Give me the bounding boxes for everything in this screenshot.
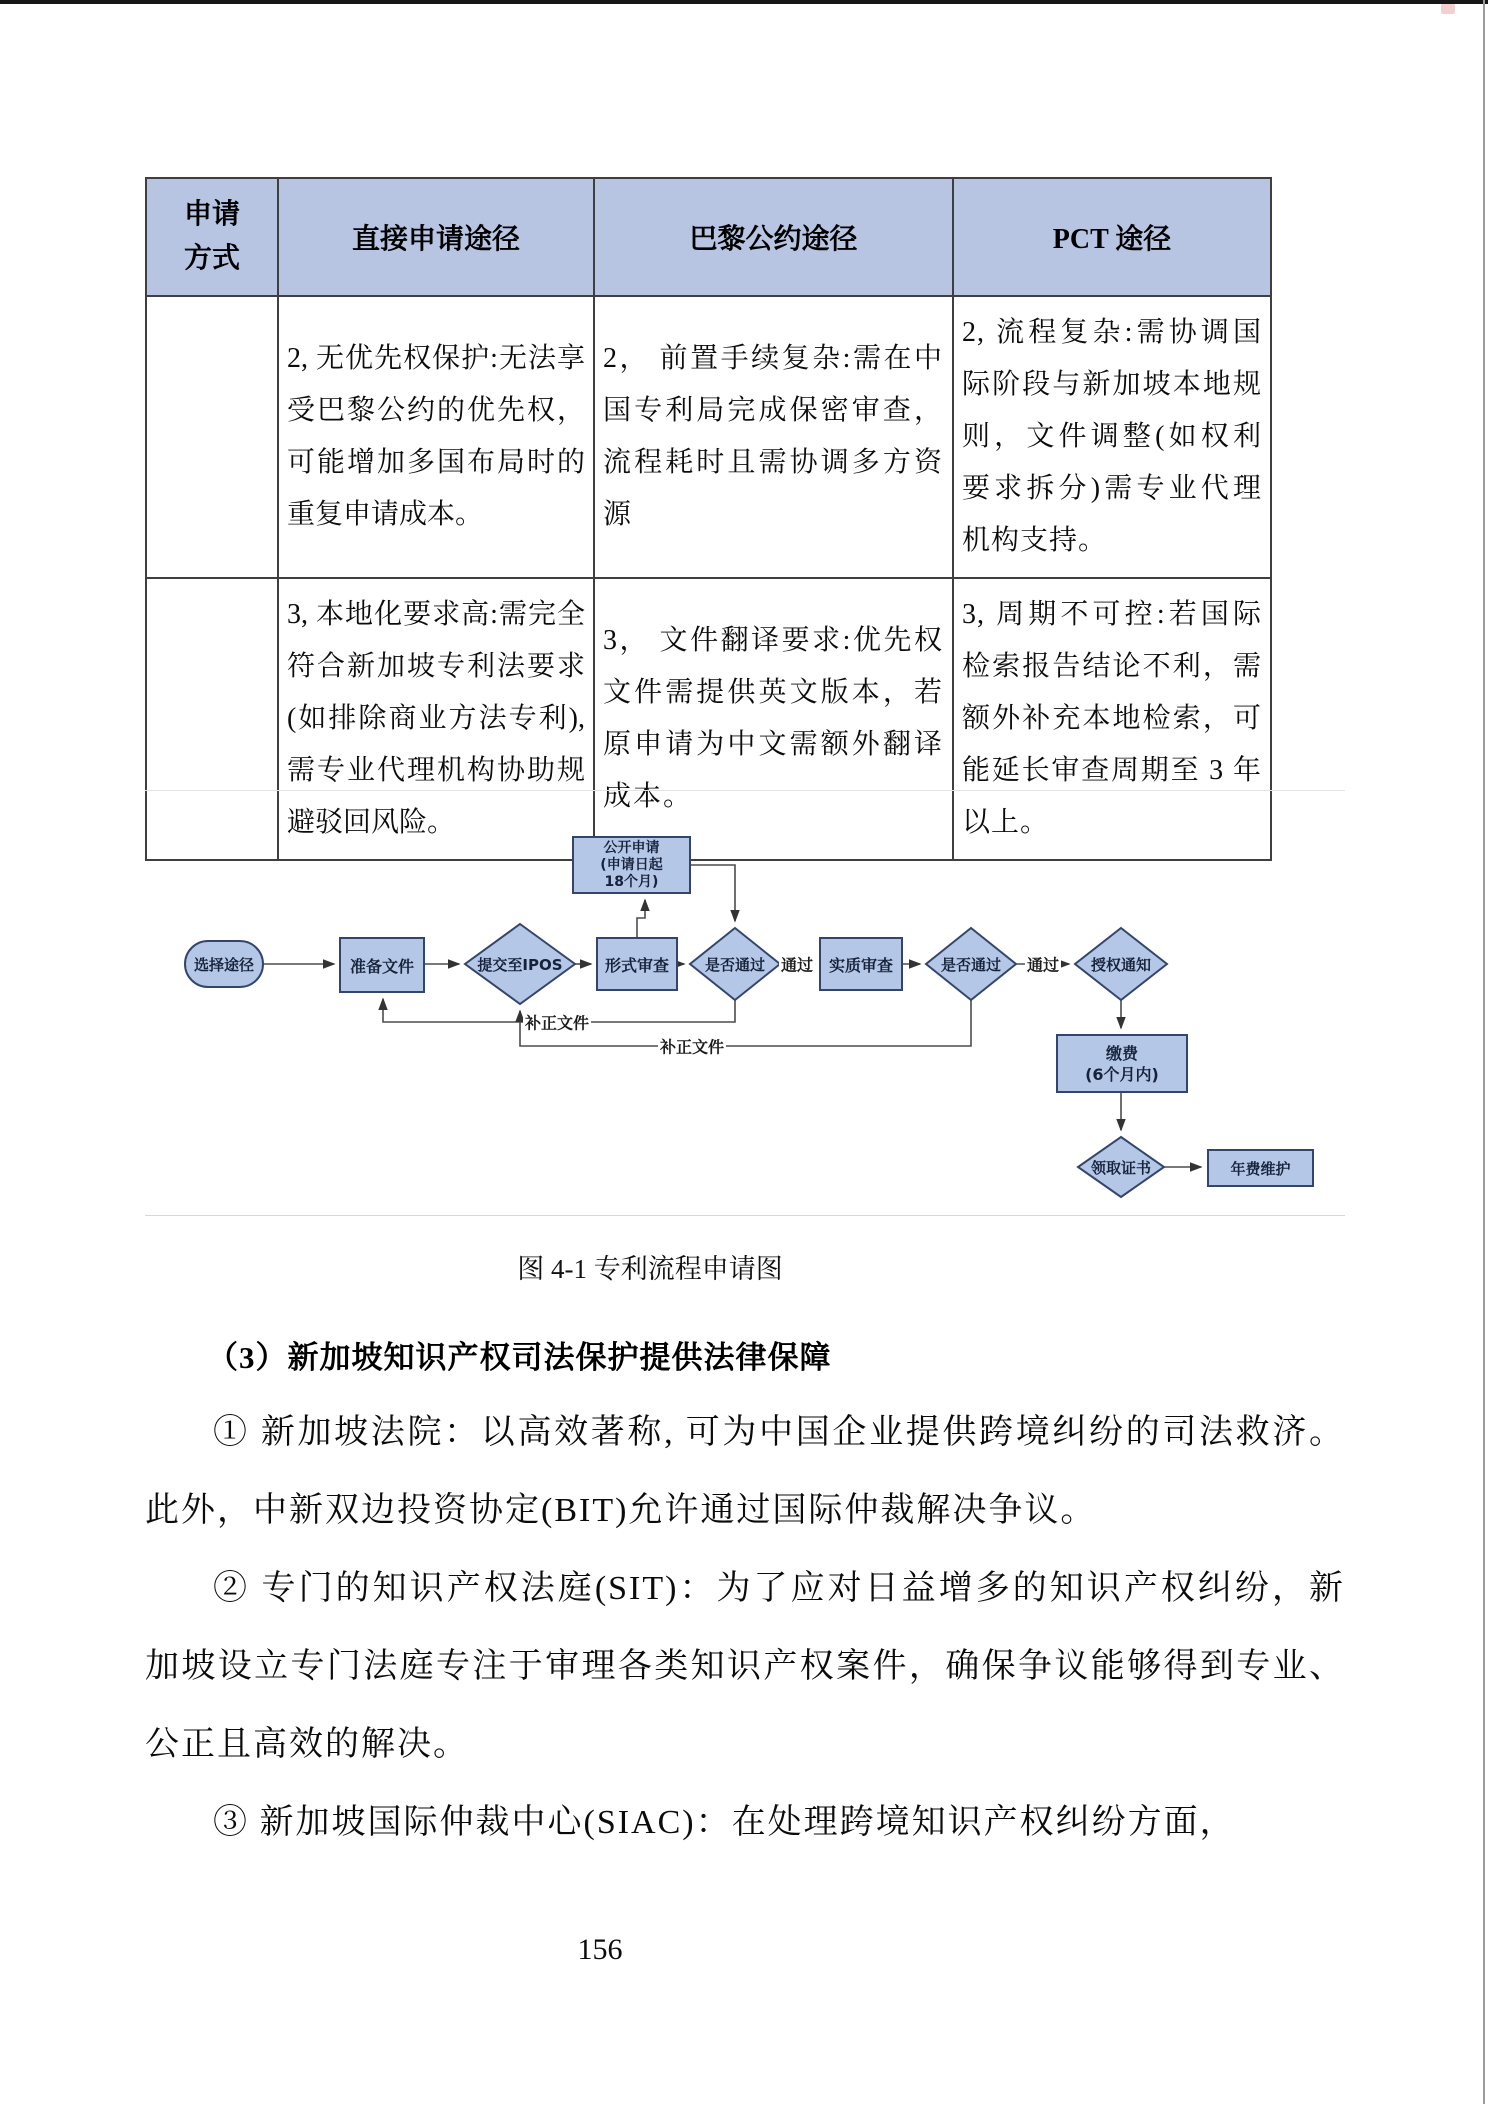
fee-line: 缴费 xyxy=(1105,1043,1138,1063)
page-number: 156 xyxy=(577,1933,623,1966)
table-row xyxy=(146,296,1271,578)
annuity-node-label: 年费维护 xyxy=(1230,1159,1291,1178)
pass-check-1-node-label: 是否通过 xyxy=(704,955,765,974)
table-cell xyxy=(146,296,278,578)
table-cell: 2, 无优先权保护:无法享受巴黎公约的优先权，可能增加多国布局时的重复申请成本。 xyxy=(278,296,594,578)
publish-node-label xyxy=(573,837,690,893)
header-apply-method: 申请 方式 xyxy=(146,178,278,296)
publish-line: (申请日起 xyxy=(600,856,663,873)
table-cell: 3， 文件翻译要求:优先权文件需提供英文版本，若原申请为中文需额外翻译成本。 xyxy=(594,578,953,860)
start-node-label: 选择途径 xyxy=(193,955,254,974)
corner-red-artifact xyxy=(1441,4,1455,14)
formal-exam-node-label: 形式审查 xyxy=(604,955,669,975)
grant-notice-node-label: 授权通知 xyxy=(1090,955,1151,974)
section-heading: （3）新加坡知识产权司法保护提供法律保障 xyxy=(207,1340,832,1375)
connector-formal-publish xyxy=(637,900,645,938)
edge-label-pass-1: 通过 xyxy=(779,953,815,976)
window-top-border xyxy=(0,0,1488,4)
connector-publish-pass1 xyxy=(690,865,735,921)
edge-label-fix-docs-1: 补正文件 xyxy=(523,1011,591,1034)
table-cell: 2， 前置手续复杂:需在中国专利局完成保密审查，流程耗时且需协调多方资源 xyxy=(594,296,953,578)
prepare-node-label: 准备文件 xyxy=(349,956,414,976)
body-text xyxy=(145,1394,1345,1862)
publish-line: 公开申请 xyxy=(603,839,660,856)
publish-line: 18个月) xyxy=(604,873,659,890)
table-cell: 2, 流程复杂:需协调国际阶段与新加坡本地规则，文件调整(如权利要求拆分)需专业代理机构支持。 xyxy=(953,296,1271,578)
table-header-row xyxy=(146,178,1271,296)
edge-label-fix-docs-2: 补正文件 xyxy=(658,1035,726,1058)
pass-check-2-node-label: 是否通过 xyxy=(940,955,1001,974)
substantive-exam-node-label: 实质审查 xyxy=(828,955,893,975)
edge-label-pass-2: 通过 xyxy=(1025,953,1061,976)
submit-node-label: 提交至IPOS xyxy=(477,955,563,974)
table-cell: 3, 本地化要求高:需完全符合新加坡专利法要求(如排除商业方法专利), 需专业代理机构协助规避驳回风险。 xyxy=(278,578,594,860)
header-paris-route: 巴黎公约途径 xyxy=(594,178,953,296)
fee-node-label xyxy=(1057,1035,1187,1092)
paragraph: ② 专门的知识产权法庭(SIT)：为了应对日益增多的知识产权纠纷，新加坡设立专门法庭专注于审理各类知识产权案件，确保争议能够得到专业、公正且高效的解决。 xyxy=(145,1570,1345,1763)
figure-caption: 图 4-1 专利流程申请图 xyxy=(517,1254,783,1284)
certificate-node-label: 领取证书 xyxy=(1090,1158,1151,1177)
patent-route-comparison-table xyxy=(145,177,1272,861)
paragraph: ③ 新加坡国际仲裁中心(SIAC)：在处理跨境知识产权纠纷方面， xyxy=(213,1804,1236,1841)
header-pct-route: PCT 途径 xyxy=(953,178,1271,296)
table-cell: 3, 周期不可控:若国际检索报告结论不利，需额外补充本地检索，可能延长审查周期至 3 年以上。 xyxy=(953,578,1271,860)
patent-flowchart xyxy=(0,790,1488,1218)
header-direct-route: 直接申请途径 xyxy=(278,178,594,296)
paragraph: ① 新加坡法院：以高效著称, 可为中国企业提供跨境纠纷的司法救济。此外，中新双边投资协定(BIT)允许通过国际仲裁解决争议。 xyxy=(145,1414,1345,1529)
fee-line: (6个月内) xyxy=(1085,1064,1159,1084)
